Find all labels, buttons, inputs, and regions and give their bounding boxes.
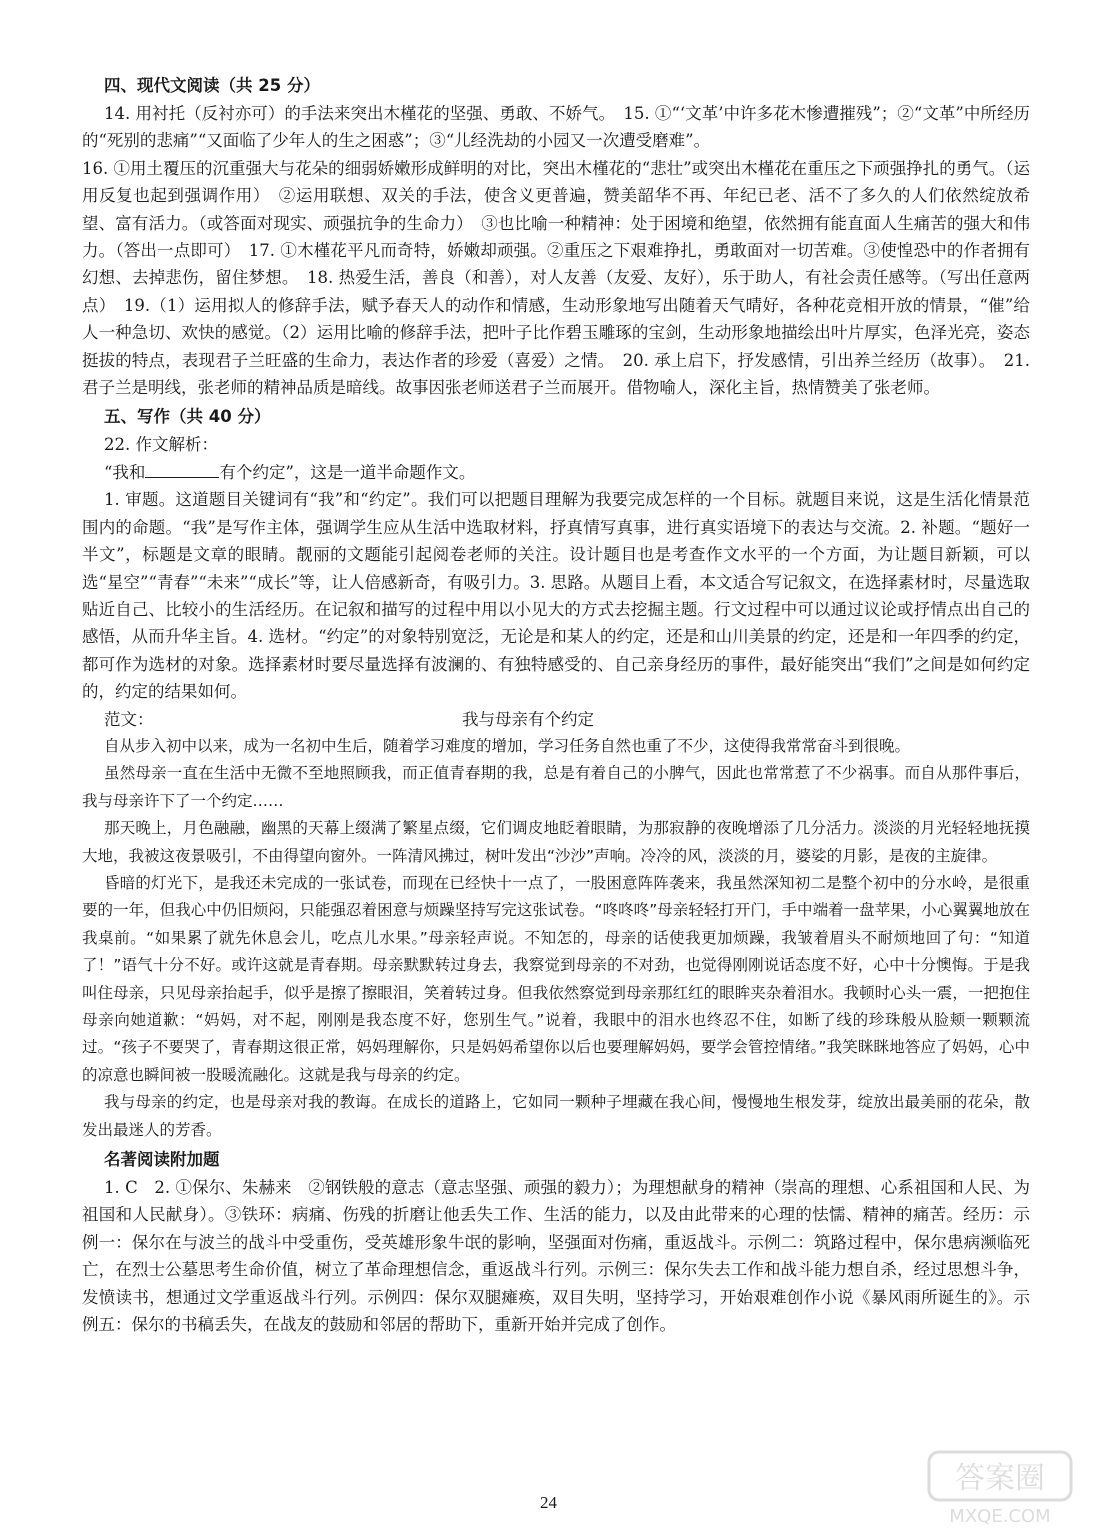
prompt-after: 有个约定”，这是一道半命题作文。 [219, 462, 476, 482]
question-22-label: 22. 作文解析： [104, 435, 218, 455]
essay-paragraph: 昏暗的灯光下，是我还未完成的一张试卷，而现在已经快十一点了，一股困意阵阵袭来，我虽然深知初二是整个初中的分水岭，是很重要的一年，但我心中仍旧烦闷，只能强忍着困意与烦躁坚持写完这张试卷。“咚咚咚”母亲轻轻打开门，手中端着一盘苹果，小心翼翼地放在我桌前。“如果累了就先休息会儿，吃点儿水果。”母亲轻声说。不知怎的，母亲的话使我更加烦躁，我皱着眉头不耐烦地回了句：“知道了！”语气十分不好。或许这就是青春期。母亲默默转过身去，我察觉到母亲的不对劲，也觉得刚刚说话态度不好，心中十分懊悔。于是我叫住母亲，只见母亲抬起手，似乎是擦了擦眼泪，笑着转过身。但我依然察觉到母亲那红红的眼眸夹杂着泪水。我顿时心头一震，一把抱住母亲向她道歉：“妈妈，对不起，刚刚是我态度不好，您别生气。”说着，我眼中的泪水也终忍不住，如断了线的珍珠般从脸颊一颗颗流过。“孩子不要哭了，青春期这很正常，妈妈理解你，只是妈妈希望你以后也要理解妈妈，要学会管控情绪。”我笑眯眯地答应了妈妈，心中的凉意也瞬间被一股暖流融化。这就是我与母亲的约定。 [82, 873, 1030, 1084]
section-heading-bonus: 名著阅读附加题 [104, 1150, 220, 1170]
sample-essay-title: 我与母亲有个约定 [462, 709, 594, 729]
essay-paragraph: 我与母亲的约定，也是母亲对我的教诲。在成长的道路上，它如同一颗种子埋藏在我心间，慢慢地生根发芽，绽放出最美丽的花朵，散发出最迷人的芳香。 [82, 1093, 1030, 1139]
answers-16-21: 16. ①用土覆压的沉重强大与花朵的细弱娇嫩形成鲜明的对比，突出木槿花的“悲壮”或突出木槿花在重压之下顽强挣扎的勇气。（运用反复也起到强调作用） ②运用联想、双关的手法，使含义更普遍，赞美韶华不再、年纪已老、活不了多久的人们依然绽放希望、富有活力。（或答面对现实、顽强抗争的生命力） ③也比喻一种精神：处于困境和绝望，依然拥有能直面人生痛苦的强大和伟力。（答出一点即可） 17. ①木槿花平凡而奇特，娇嫩却顽强。②重压之下艰难挣扎，勇敢面对一切苦难。③使惶恐中的作者拥有幻想、去掉悲伤，留住梦想。 18. 热爱生活，善良（和善），对人友善（友爱、友好），乐于助人，有社会责任感等。（写出任意两点） 19.（1）运用拟人的修辞手法，赋予春天人的动作和情感，生动形象地写出随着天气晴好，各种花竞相开放的情景，“催”给人一种急切、欢快的感觉。（2）运用比喻的修辞手法，把叶子比作碧玉雕琢的宝剑，生动形象地描绘出叶片厚实，色泽光亮，姿态挺拔的特点，表现君子兰旺盛的生命力，表达作者的珍爱（喜爱）之情。 20. 承上启下，抒发感情，引出养兰经历（故事）。 21. 君子兰是明线，张老师的精神品质是暗线。故事因张老师送君子兰而展开。借物喻人，深化主旨，热情赞美了张老师。 [82, 158, 1030, 398]
section-heading-reading: 四、现代文阅读（共 25 分） [104, 76, 320, 95]
svg-text:答案圈: 答案圈 [955, 1461, 1045, 1496]
bonus-answers: 1. C 2. ①保尔、朱赫来 ②钢铁般的意志（意志坚强、顽强的毅力）；为理想献身的精神（崇高的理想、心系祖国和人民、为祖国和人民献身）。③铁环：病痛、伤残的折磨让他丢失工作、生活的能力，以及由此带来的心理的怯懦、精神的痛苦。经历：示例一：保尔在与波兰的战斗中受重伤，受英雄形象牛氓的影响，坚强面对伤痛，重返战斗。示例二：筑路过程中，保尔患病濒临死亡，在烈士公墓思考生命价值，树立了革命理想信念，重返战斗行列。示例三：保尔失去工作和战斗能力想自杀，经过思想斗争，发愤读书，想通过文学重返战斗行列。示例四：保尔双腿瘫痪，双目失明，坚持学习，开始艰难创作小说《暴风雨所诞生的》。示例五：保尔的书稿丢失，在战友的鼓励和邻居的帮助下，重新开始并完成了创作。 [82, 1178, 1030, 1335]
page-content [82, 70, 1030, 1338]
section-heading-writing: 五、写作（共 40 分） [104, 407, 271, 427]
essay-analysis: 1. 审题。这道题目关键词有“我”和“约定”。我们可以把题目理解为我要完成怎样的一个目标。就题目来说，这是生活化情景范围内的命题。“我”是写作主体，强调学生应从生活中选取材料，抒真情写真事，进行真实语境下的表达与交流。2. 补题。“题好一半文”，标题是文章的眼睛。靓丽的文题能引起阅卷老师的关注。设计题目也是考查作文水平的一个方面，为让题目新颖，可以选“星空”“青春”“未来”“成长”等，让人倍感新奇，有吸引力。3. 思路。从题目上看，本文适合写记叙文，在选择素材时，尽量选取贴近自己、比较小的生活经历。在记叙和描写的过程中用以小见大的方式去挖掘主题。行文过程中可以通过议论或抒情点出自己的感悟，从而升华主旨。4. 选材。“约定”的对象特别宽泛，无论是和某人的约定，还是和山川美景的约定，还是和一年四季的约定，都可作为选材的对象。选择素材时要尽量选择有波澜的、有独特感受的、自己亲身经历的事件，最好能突出“我们”之间是如何约定的，约定的结果如何。 [82, 490, 1030, 702]
page-number: 24 [540, 1493, 557, 1512]
svg-text:MXQE.COM: MXQE.COM [949, 1506, 1051, 1527]
essay-paragraph: 自从步入初中以来，成为一名初中生后，随着学习难度的增加，学习任务自然也重了不少，这使得我常常奋斗到很晚。 [104, 736, 911, 755]
essay-paragraph: 虽然母亲一直在生活中无微不至地照顾我，而正值青春期的我，总是有着自己的小脾气，因此也常常惹了不少祸事。而自从那件事后，我与母亲许下了一个约定…… [82, 764, 1030, 810]
prompt-blank [145, 459, 219, 478]
sample-label: 范文： [104, 709, 154, 729]
sample-essay-header [82, 706, 1030, 733]
essay-paragraph: 那天晚上，月色融融，幽黑的天幕上缀满了繁星点缀，它们调皮地眨着眼睛，为那寂静的夜晚增添了几分活力。淡淡的月光轻轻地抚摸大地，我被这夜景吸引，不由得望向窗外。一阵清风拂过，树叶发出“沙沙”声响。冷冷的风，淡淡的月，婆娑的月影，是夜的主旋律。 [82, 819, 1030, 865]
prompt-before: “我和 [104, 462, 146, 482]
answers-14-15: 14. 用衬托（反衬亦可）的手法来突出木槿花的坚强、勇敢、不娇气。 15. ①“‘文革’中许多花木惨遭摧残”；②“文革”中所经历的“死别的悲痛”“又面临了少年人的生之困惑”；③“儿经洗劫的小园又一次遭受磨难”。 [82, 104, 1030, 151]
essay-prompt [82, 459, 1030, 486]
watermark-logo [925, 1446, 1075, 1528]
